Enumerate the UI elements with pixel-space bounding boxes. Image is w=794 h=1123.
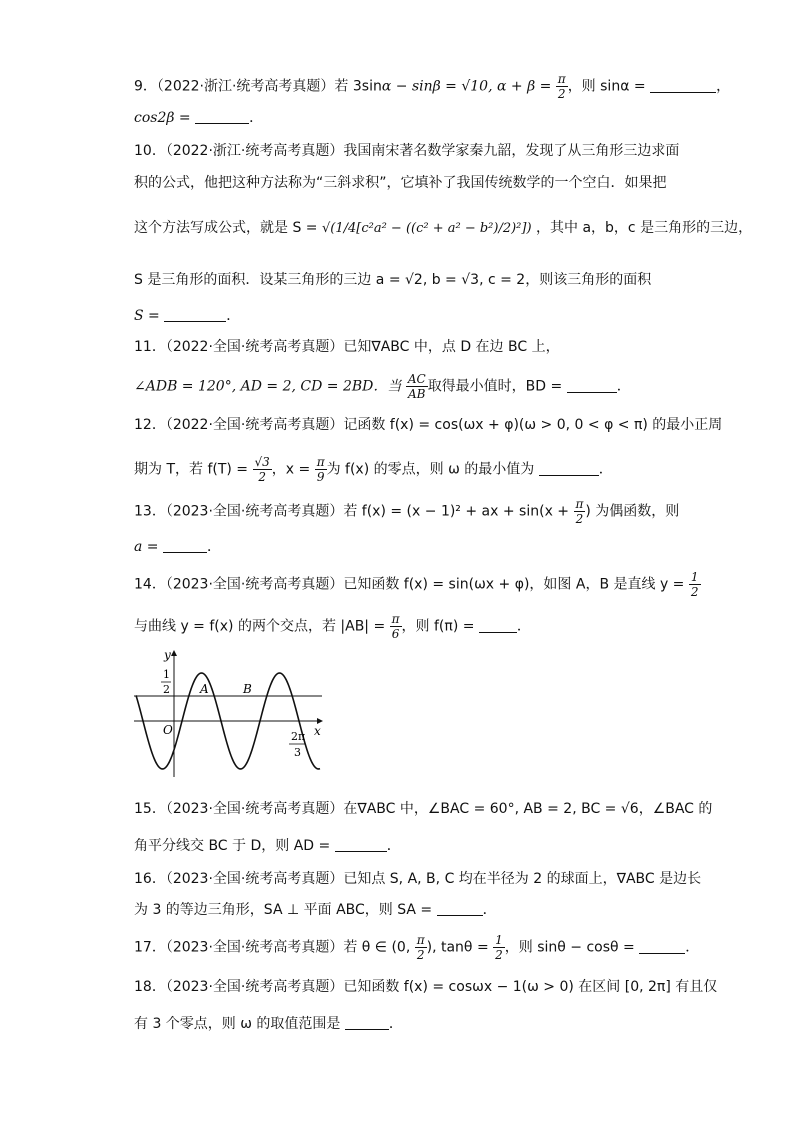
y-axis-label: y bbox=[164, 648, 171, 662]
fraction: $\frac{√3}{2}$ bbox=[254, 455, 270, 484]
answer-blank[interactable] bbox=[479, 618, 517, 633]
half-denominator: 2 bbox=[163, 683, 170, 696]
problem-14-line-2: 与曲线 y = f(x) 的两个交点，若 |AB| = $\frac{\pi}{6}$ ，则 f(π) = ． bbox=[134, 612, 531, 641]
problem-17-line-1: 17．（2023·全国·统考高考真题）若 θ ∈ (0, $\frac{\pi}{2}$ ), tanθ = $\frac{1}{2}$ ，则 sinθ − cosθ = ． bbox=[134, 933, 700, 962]
answer-blank[interactable] bbox=[164, 307, 226, 322]
heron-formula: √(1/4[c²a² − ((c² + a² − b²)/2)²]) bbox=[321, 221, 532, 236]
problem-12-line-2: 期为 T，若 f(T) = $\frac{√3}{2}$ ，x = $\frac{\pi}{9}$ 为 f(x) 的零点，则 ω 的最小值为 ． bbox=[134, 455, 613, 484]
problem-11-line-1: 11．（2022·全国·统考高考真题）已知∇ABC 中，点 D 在边 BC 上， bbox=[134, 339, 560, 355]
point-b-label: B bbox=[243, 682, 252, 696]
problem-11-line-2: ∠ADB = 120°, AD = 2, CD = 2BD．当 $\frac{AC}{AB}$ 取得最小值时，BD = ． bbox=[134, 372, 631, 401]
answer-blank[interactable] bbox=[437, 901, 483, 916]
problem-13-line-1: 13．（2023·全国·统考高考真题）若 f(x) = (x − 1)² + ax + sin(x + $\frac{\pi}{2}$ ) 为偶函数，则 bbox=[134, 497, 680, 526]
point-a-label: A bbox=[200, 682, 209, 696]
problem-10-line-2: 积的公式，他把这种方法称为“三斜求积”，它填补了我国传统数学的一个空白．如果把 bbox=[134, 175, 667, 191]
tick-denominator: 3 bbox=[294, 746, 301, 759]
problem-9-line-2: cos2β = ． bbox=[134, 110, 264, 126]
problem-15-line-1: 15．（2023·全国·统考高考真题）在∇ABC 中，∠BAC = 60°, AB = 2, BC = √6，∠BAC 的 bbox=[134, 801, 713, 817]
answer-blank[interactable] bbox=[163, 538, 207, 553]
problem-18-line-2: 有 3 个零点，则 ω 的取值范围是 ． bbox=[134, 1016, 403, 1032]
answer-blank[interactable] bbox=[539, 461, 599, 476]
sine-graph-figure bbox=[130, 645, 330, 780]
problem-9-line-1: 9．（2022·浙江·统考高考真题）若 3sinα − sinβ = √10, α + β = $\frac{\pi}{2}$ ，则 sinα = ， bbox=[134, 72, 731, 101]
answer-blank[interactable] bbox=[639, 939, 685, 954]
problem-18-line-1: 18．（2023·全国·统考高考真题）已知函数 f(x) = cosωx − 1(ω > 0) 在区间 [0, 2π] 有且仅 bbox=[134, 979, 718, 995]
origin-label: O bbox=[163, 723, 173, 737]
answer-blank[interactable] bbox=[335, 837, 387, 852]
answer-blank[interactable] bbox=[345, 1015, 389, 1030]
x-axis-label: x bbox=[314, 724, 321, 738]
tick-numerator: 2π bbox=[291, 730, 306, 743]
fraction: $\frac{\pi}{6}$ bbox=[391, 612, 400, 641]
problem-12-line-1: 12．（2022·全国·统考高考真题）记函数 f(x) = cos(ωx + φ)(ω > 0, 0 < φ < π) 的最小正周 bbox=[134, 417, 723, 433]
fraction: $\frac{\pi}{9}$ bbox=[316, 455, 325, 484]
problem-16-line-2: 为 3 的等边三角形，SA ⊥ 平面 ABC，则 SA = ． bbox=[134, 902, 497, 918]
fraction: $\frac{1}{2}$ bbox=[495, 933, 503, 962]
problem-10-line-1: 10．（2022·浙江·统考高考真题）我国南宋著名数学家秦九韶，发现了从三角形三边求面 bbox=[134, 143, 680, 159]
answer-blank[interactable] bbox=[650, 78, 716, 93]
fraction: $\frac{AC}{AB}$ bbox=[407, 372, 426, 401]
half-numerator: 1 bbox=[163, 668, 170, 681]
problem-10-line-5: S = ． bbox=[134, 308, 241, 324]
problem-10-line-3: 这个方法写成公式，就是 S = √(1/4[c²a² − ((c² + a² − b²)/2)²]) ，其中 a，b，c 是三角形的三边， bbox=[134, 220, 753, 236]
problem-10-line-4: S 是三角形的面积．设某三角形的三边 a = √2, b = √3, c = 2，则该三角形的面积 bbox=[134, 272, 652, 288]
problem-14-line-1: 14．（2023·全国·统考高考真题）已知函数 f(x) = sin(ωx + φ)，如图 A，B 是直线 y = $\frac{1}{2}$ bbox=[134, 570, 699, 599]
fraction: $\frac{\pi}{2}$ bbox=[557, 72, 566, 101]
fraction: $\frac{1}{2}$ bbox=[690, 570, 699, 599]
fraction: $\frac{\pi}{2}$ bbox=[416, 933, 425, 962]
answer-blank[interactable] bbox=[195, 109, 249, 124]
problem-13-line-2: a = ． bbox=[134, 539, 221, 555]
fraction: $\frac{\pi}{2}$ bbox=[575, 497, 584, 526]
answer-blank[interactable] bbox=[567, 378, 617, 393]
problem-16-line-1: 16．（2023·全国·统考高考真题）已知点 S, A, B, C 均在半径为 2 的球面上，∇ABC 是边长 bbox=[134, 871, 702, 887]
problem-15-line-2: 角平分线交 BC 于 D，则 AD = ． bbox=[134, 838, 401, 854]
